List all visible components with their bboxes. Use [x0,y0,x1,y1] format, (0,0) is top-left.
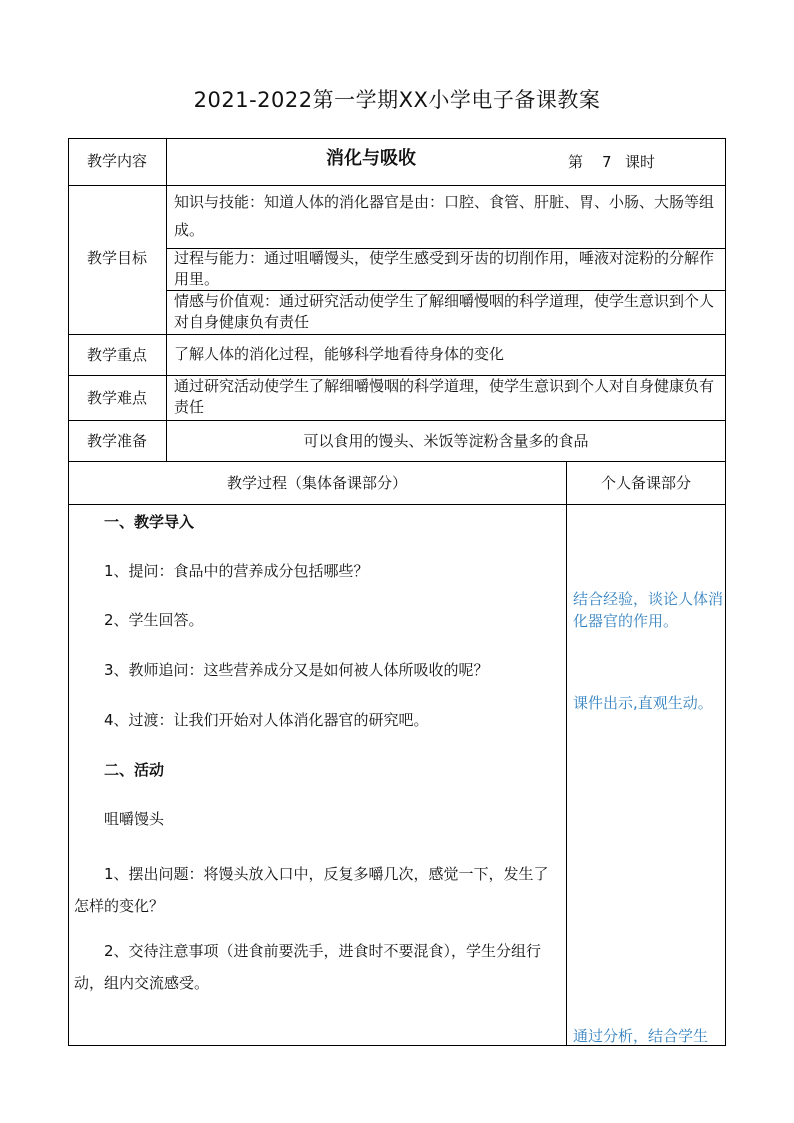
objectives-label: 教学目标 [86,249,147,267]
activity-step-2: 2、交待注意事项（进食前要洗手，进食时不要混食），学生分组行动，组内交流感受。 [74,942,542,992]
objective-knowledge: 知识与技能：知道人体的消化器官是由：口腔、食管、肝脏、胃、小肠、大肠等组成。 [174,193,715,239]
notes-column-divider [566,461,567,1046]
difficulty-text: 通过研究活动使学生了解细嚼慢咽的科学道理，使学生意识到个人对自身健康负有责任 [174,377,715,416]
difficulty-label: 教学难点 [86,389,147,407]
personal-note-3: 通过分析，结合学生 [573,1027,709,1045]
label-column-divider [166,138,167,461]
period-prefix: 第 [568,153,584,171]
row-divider [68,461,726,462]
content-label: 教学内容 [86,152,147,170]
key-point-label: 教学重点 [86,346,147,364]
document-title: 2021-2022第一学期XX小学电子备课教案 [193,88,601,112]
intro-step-1: 1、提问：食品中的营养成分包括哪些？ [104,562,369,580]
period-suffix: 课时 [625,153,656,171]
table-border-left [68,138,69,1046]
objective-process: 过程与能力：通过咀嚼馒头，使学生感受到牙齿的切削作用，唾液对淀粉的分解作用里。 [174,249,715,288]
intro-step-2: 2、学生回答。 [104,611,204,629]
section-activity-title: 二、活动 [104,761,165,779]
key-point-text: 了解人体的消化过程，能够科学地看待身体的变化 [174,345,505,363]
preparation-label: 教学准备 [86,432,147,450]
personal-note-1: 结合经验，谈论人体消化器官的作用。 [573,590,724,630]
lesson-subject: 消化与吸收 [326,148,416,169]
row-divider [68,504,726,505]
activity-name: 咀嚼馒头 [104,810,165,828]
period-number: 7 [602,153,612,171]
activity-step-1: 1、摆出问题：将馒头放入口中，反复多嚼几次，感觉一下，发生了怎样的变化？ [74,865,549,915]
table-border-right [725,138,726,1046]
process-header: 教学过程（集体备课部分） [226,474,407,492]
section-intro-title: 一、教学导入 [104,513,195,531]
notes-header: 个人备课部分 [600,474,691,492]
intro-step-4: 4、过渡：让我们开始对人体消化器官的研究吧。 [104,711,429,729]
intro-step-3: 3、教师追问：这些营养成分又是如何被人体所吸收的呢？ [104,661,489,679]
objective-emotion: 情感与价值观：通过研究活动使学生了解细嚼慢咽的科学道理，使学生意识到个人对自身健康负有责任 [174,292,715,331]
personal-note-2: 课件出示,直观生动。 [573,694,713,712]
preparation-text: 可以食用的馒头、米饭等淀粉含量多的食品 [303,432,589,450]
lesson-plan-table [68,138,726,1046]
